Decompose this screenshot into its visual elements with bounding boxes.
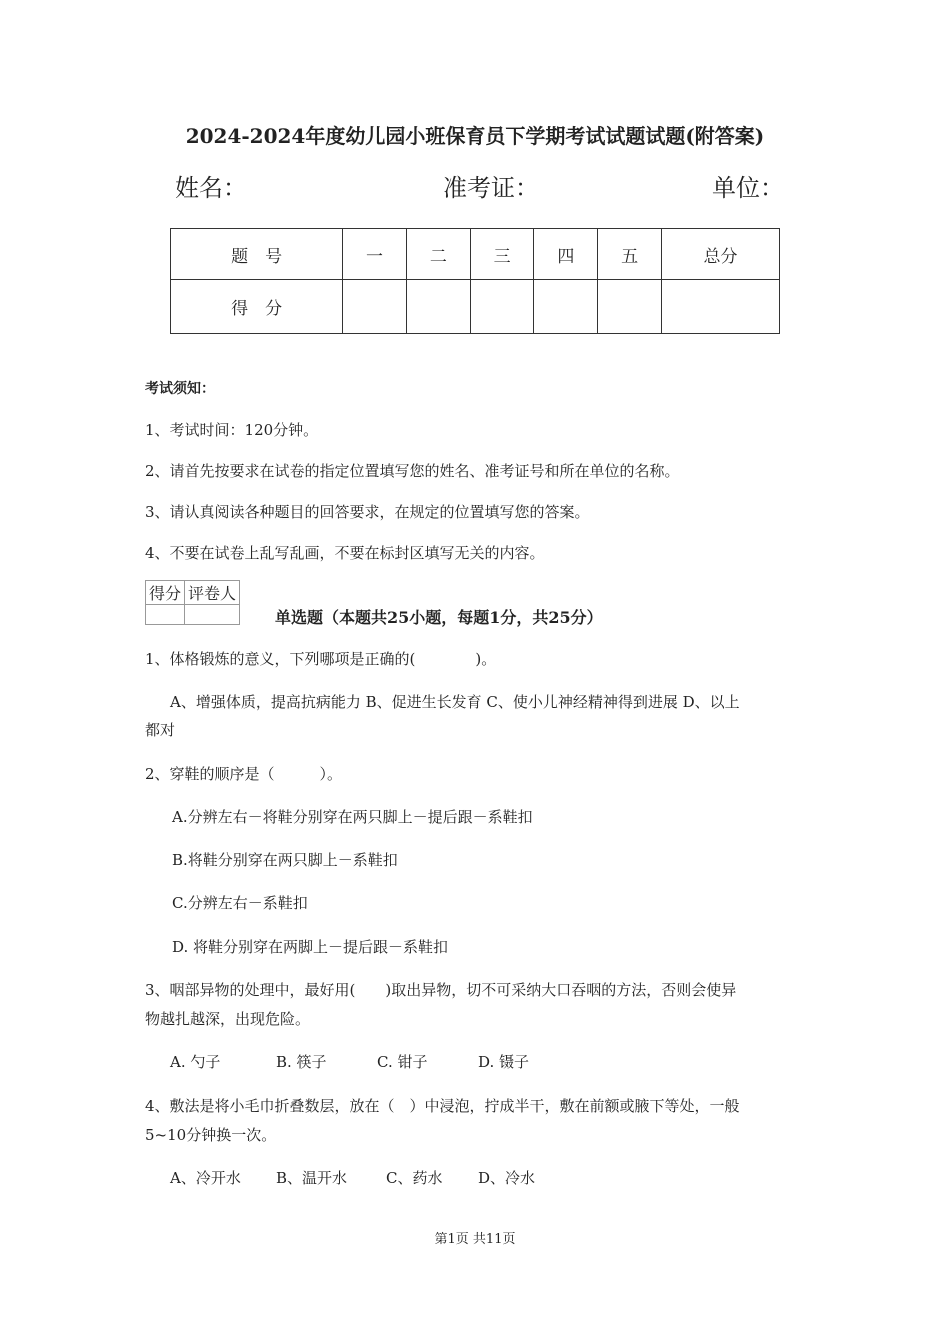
score-cell-1 (343, 280, 407, 334)
section-title: 单选题（本题共25小题，每题1分，共25分） (275, 608, 603, 627)
score-table (170, 228, 780, 334)
score-row-label: 得 分 (171, 280, 343, 334)
grader-box (145, 580, 240, 625)
score-cell-5 (598, 280, 662, 334)
score-cell-2 (406, 280, 470, 334)
question-3-option-b: B. 筷子 (276, 1053, 327, 1071)
grader-name-cell (185, 605, 240, 625)
question-4-option-c: C、药水 (386, 1169, 443, 1187)
score-header-3: 三 (470, 229, 534, 280)
question-1-stem: 1、体格锻炼的意义，下列哪项是正确的( )。 (145, 650, 497, 668)
notice-item-2: 2、请首先按要求在试卷的指定位置填写您的姓名、准考证号和所在单位的名称。 (145, 462, 680, 480)
question-3-stem-line2: 物越扎越深，出现危险。 (145, 1010, 311, 1028)
question-3-option-d: D. 镊子 (478, 1053, 530, 1071)
score-cell-4 (534, 280, 598, 334)
question-4-option-d: D、冷水 (478, 1169, 536, 1187)
question-4-option-b: B、温开水 (276, 1169, 348, 1187)
page-footer: 第1页 共11页 (434, 1232, 516, 1247)
notice-heading: 考试须知： (145, 381, 215, 397)
name-field-label: 姓名： (175, 174, 247, 202)
question-2-stem: 2、穿鞋的顺序是（ ）。 (145, 765, 343, 783)
question-3-option-a: A. 勺子 (170, 1053, 221, 1071)
question-1-options-line1: A、增强体质，提高抗病能力 B、促进生长发育 C、使小儿神经精神得到进展 D、以上 (170, 693, 740, 711)
question-2-option-d: D. 将鞋分别穿在两脚上－提后跟－系鞋扣 (172, 938, 449, 956)
question-3-option-c: C. 钳子 (377, 1053, 428, 1071)
score-cell-3 (470, 280, 534, 334)
score-header-2: 二 (406, 229, 470, 280)
score-header-4: 四 (534, 229, 598, 280)
notice-item-4: 4、不要在试卷上乱写乱画，不要在标封区填写无关的内容。 (145, 544, 545, 562)
question-4-stem-line1: 4、敷法是将小毛巾折叠数层，放在（ ）中浸泡，拧成半干，敷在前额或腋下等处，一般 (145, 1097, 740, 1115)
score-header-1: 一 (343, 229, 407, 280)
score-cell-total (662, 280, 780, 334)
question-2-option-b: B.将鞋分别穿在两只脚上－系鞋扣 (172, 851, 398, 869)
score-header-label: 题 号 (171, 229, 343, 280)
grader-name-label: 评卷人 (185, 581, 240, 605)
question-1-options-line2: 都对 (145, 721, 176, 739)
exam-id-field-label: 准考证： (443, 174, 539, 202)
unit-field-label: 单位： (712, 174, 784, 202)
question-2-option-c: C.分辨左右－系鞋扣 (172, 894, 308, 912)
score-table-score-row (171, 280, 780, 334)
question-2-option-a: A.分辨左右－将鞋分别穿在两只脚上－提后跟－系鞋扣 (172, 808, 533, 826)
document-title: 2024-2024年度幼儿园小班保育员下学期考试试题试题(附答案) (185, 124, 765, 148)
notice-item-3: 3、请认真阅读各种题目的回答要求，在规定的位置填写您的答案。 (145, 503, 590, 521)
notice-item-1: 1、考试时间：120分钟。 (145, 421, 319, 439)
question-3-stem-line1: 3、咽部异物的处理中，最好用( )取出异物，切不可采纳大口吞咽的方法，否则会使异 (145, 981, 737, 999)
question-4-stem-line2: 5~10分钟换一次。 (145, 1126, 277, 1144)
question-4-option-a: A、冷开水 (170, 1169, 241, 1187)
score-header-5: 五 (598, 229, 662, 280)
grader-score-label: 得分 (146, 581, 185, 605)
score-header-total: 总分 (662, 229, 780, 280)
score-table-header-row (171, 229, 780, 280)
grader-score-cell (146, 605, 185, 625)
